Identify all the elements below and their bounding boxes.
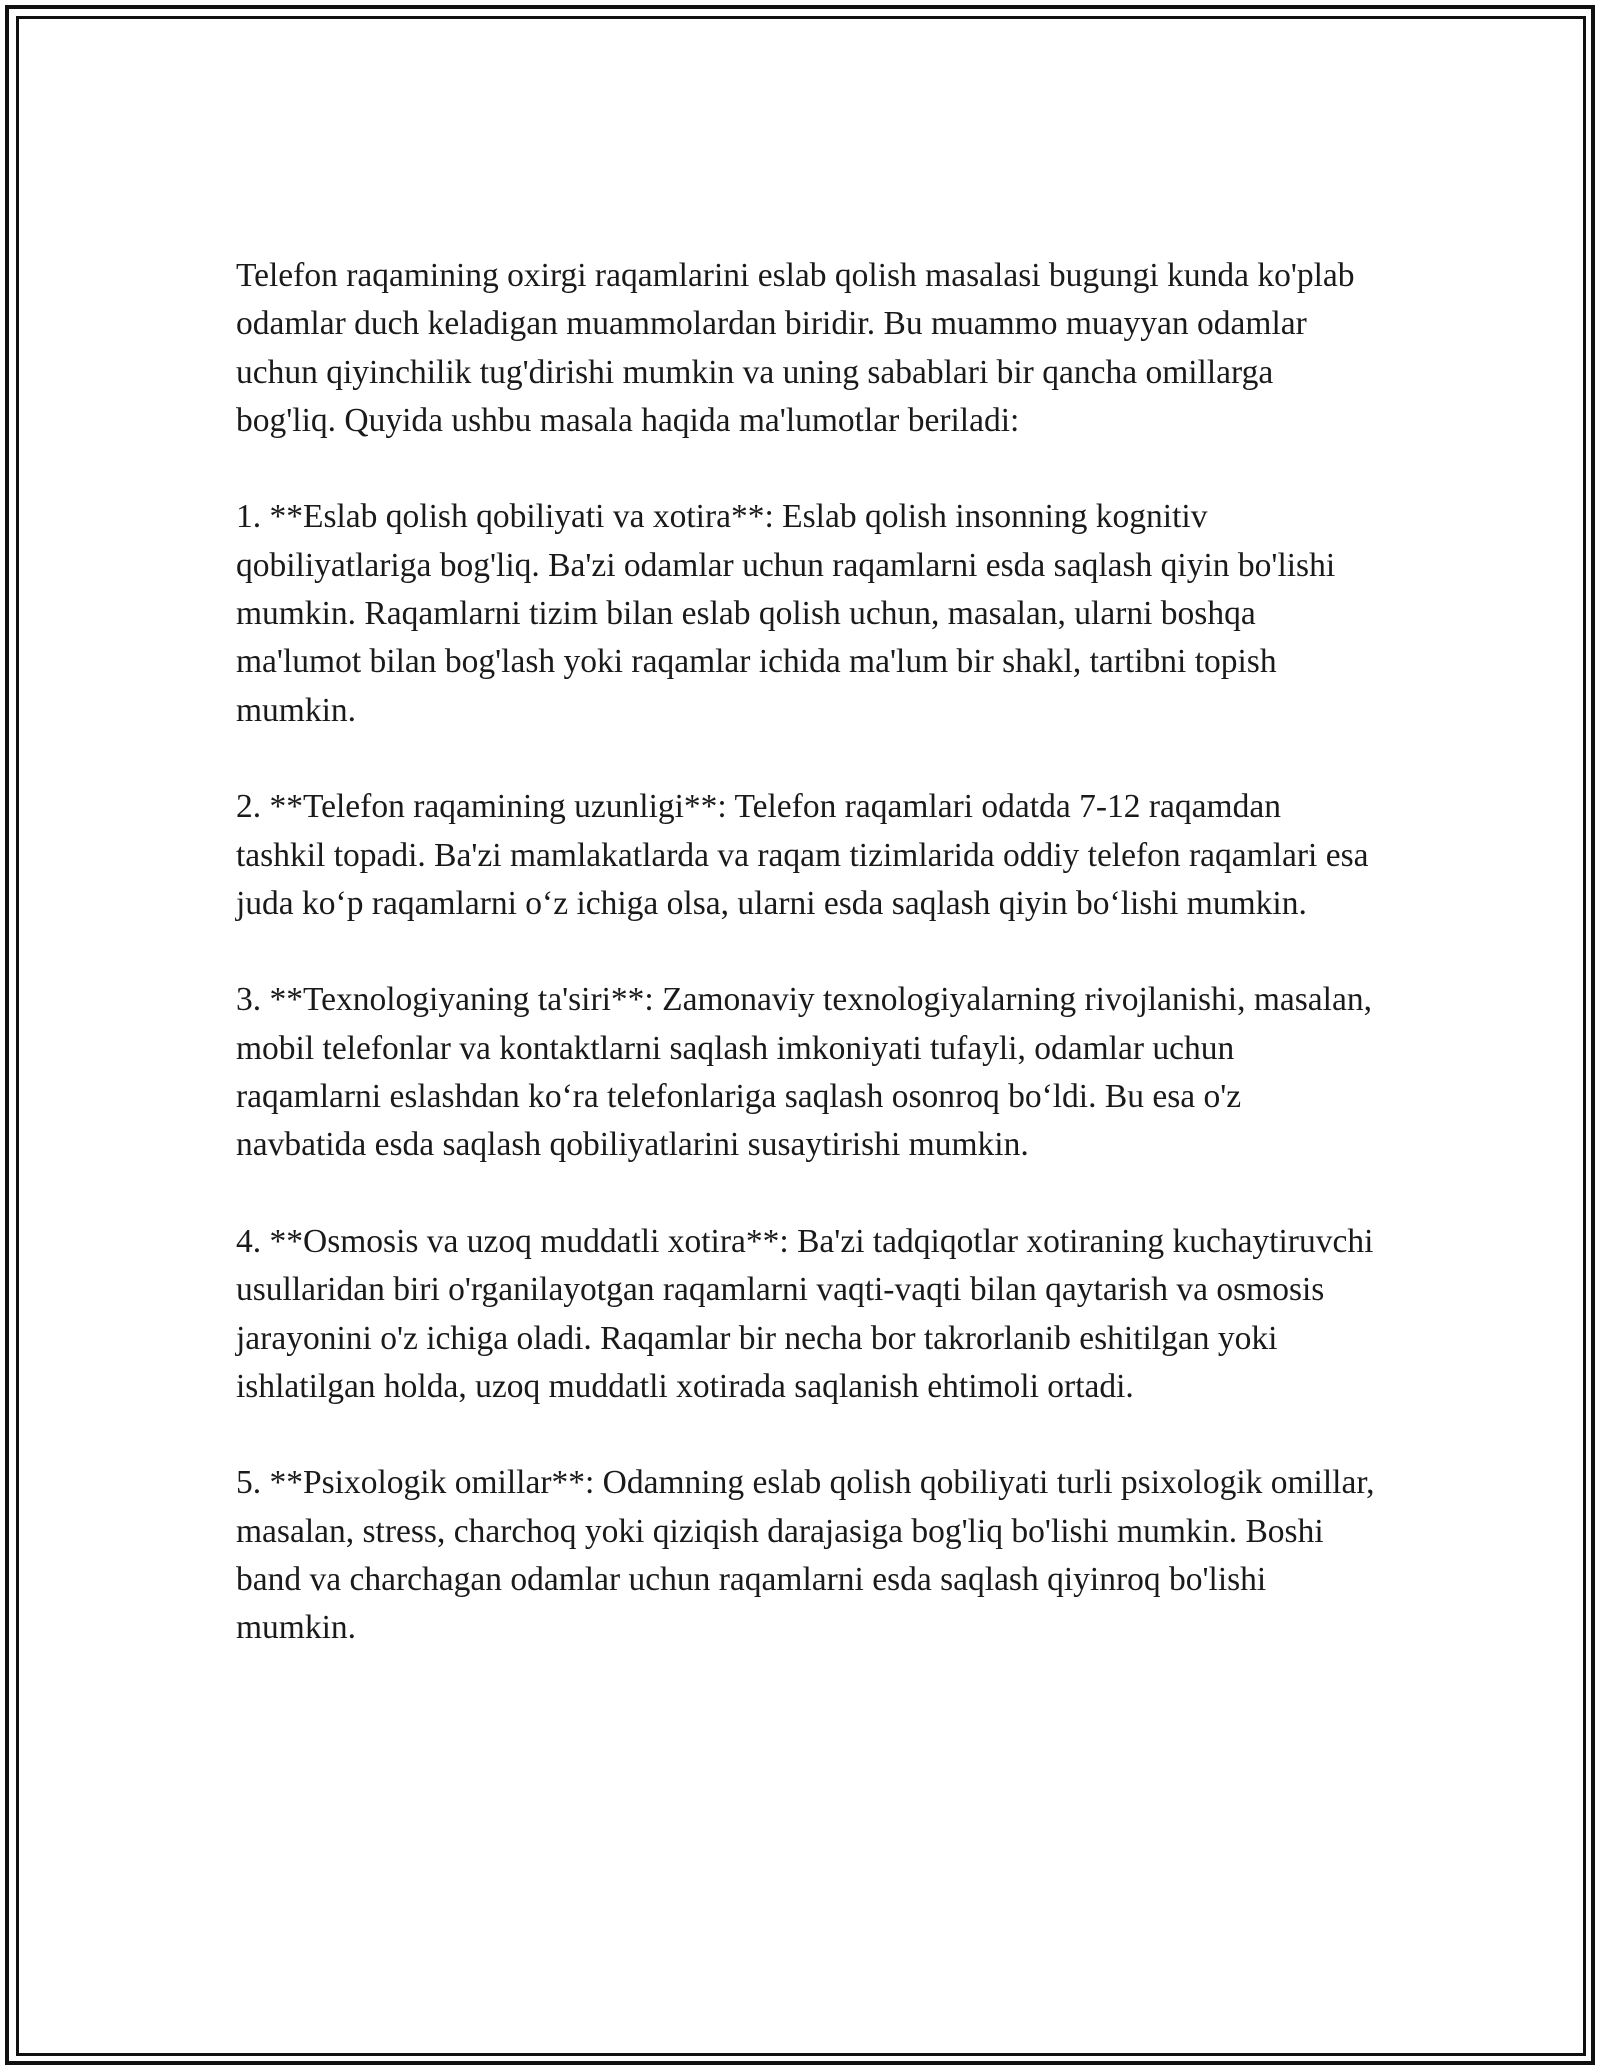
document-body [236, 252, 1376, 1701]
list-item-technology: 3. **Texnologiyaning ta'siri**: Zamonaviy texnologiyalarning rivojlanishi, masalan, mobil telefonlar va kontaktlarni saqlash imkoniyati tufayli, odamlar uchun raqamlarni eslashdan ko‘ra telefonlariga saqlash osonroq bo‘ldi. Bu esa o'z navbatida esda saqlash qobiliyatlarini susaytirishi mumkin. [236, 981, 1372, 1164]
list-item-number-length: 2. **Telefon raqamining uzunligi**: Telefon raqamlari odatda 7-12 raqamdan tashkil topadi. Ba'zi mamlakatlarda va raqam tizimlarida oddiy telefon raqamlari esa juda ko‘p raqamlarni o‘z ichiga olsa, ularni esda saqlash qiyin bo‘lishi mumkin. [236, 788, 1369, 922]
list-item-psychology: 5. **Psixologik omillar**: Odamning eslab qolish qobiliyati turli psixologik omillar, masalan, stress, charchoq yoki qiziqish darajasiga bog'liq bo'lishi mumkin. Boshi band va charchagan odamlar uchun raqamlarni esda saqlash qiyinroq bo'lishi mumkin. [236, 1464, 1375, 1647]
intro-paragraph: Telefon raqamining oxirgi raqamlarini eslab qolish masalasi bugungi kunda ko'plab odamlar duch keladigan muammolardan biridir. Bu muammo muayyan odamlar uchun qiyinchilik tug'dirishi mumkin va uning sabablari bir qancha omillarga bog'liq. Quyida ushbu masala haqida ma'lumotlar beriladi: [236, 257, 1355, 439]
list-item-osmosis: 4. **Osmosis va uzoq muddatli xotira**: Ba'zi tadqiqotlar xotiraning kuchaytiruvchi usullaridan biri o'rganilayotgan raqamlarni vaqti-vaqti bilan qaytarish va osmosis jarayonini o'z ichiga oladi. Raqamlar bir necha bor takrorlanib eshitilgan yoki ishlatilgan holda, uzoq muddatli xotirada saqlanish ehtimoli ortadi. [236, 1222, 1374, 1405]
list-item-memory: 1. **Eslab qolish qobiliyati va xotira**: Eslab qolish insonning kognitiv qobiliyatlariga bog'liq. Ba'zi odamlar uchun raqamlarni esda saqlash qiyin bo'lishi mumkin. Raqamlarni tizim bilan eslab qolish uchun, masalan, ularni boshqa ma'lumot bilan bog'lash yoki raqamlar ichida ma'lum bir shakl, tartibni topish mumkin. [236, 498, 1336, 729]
